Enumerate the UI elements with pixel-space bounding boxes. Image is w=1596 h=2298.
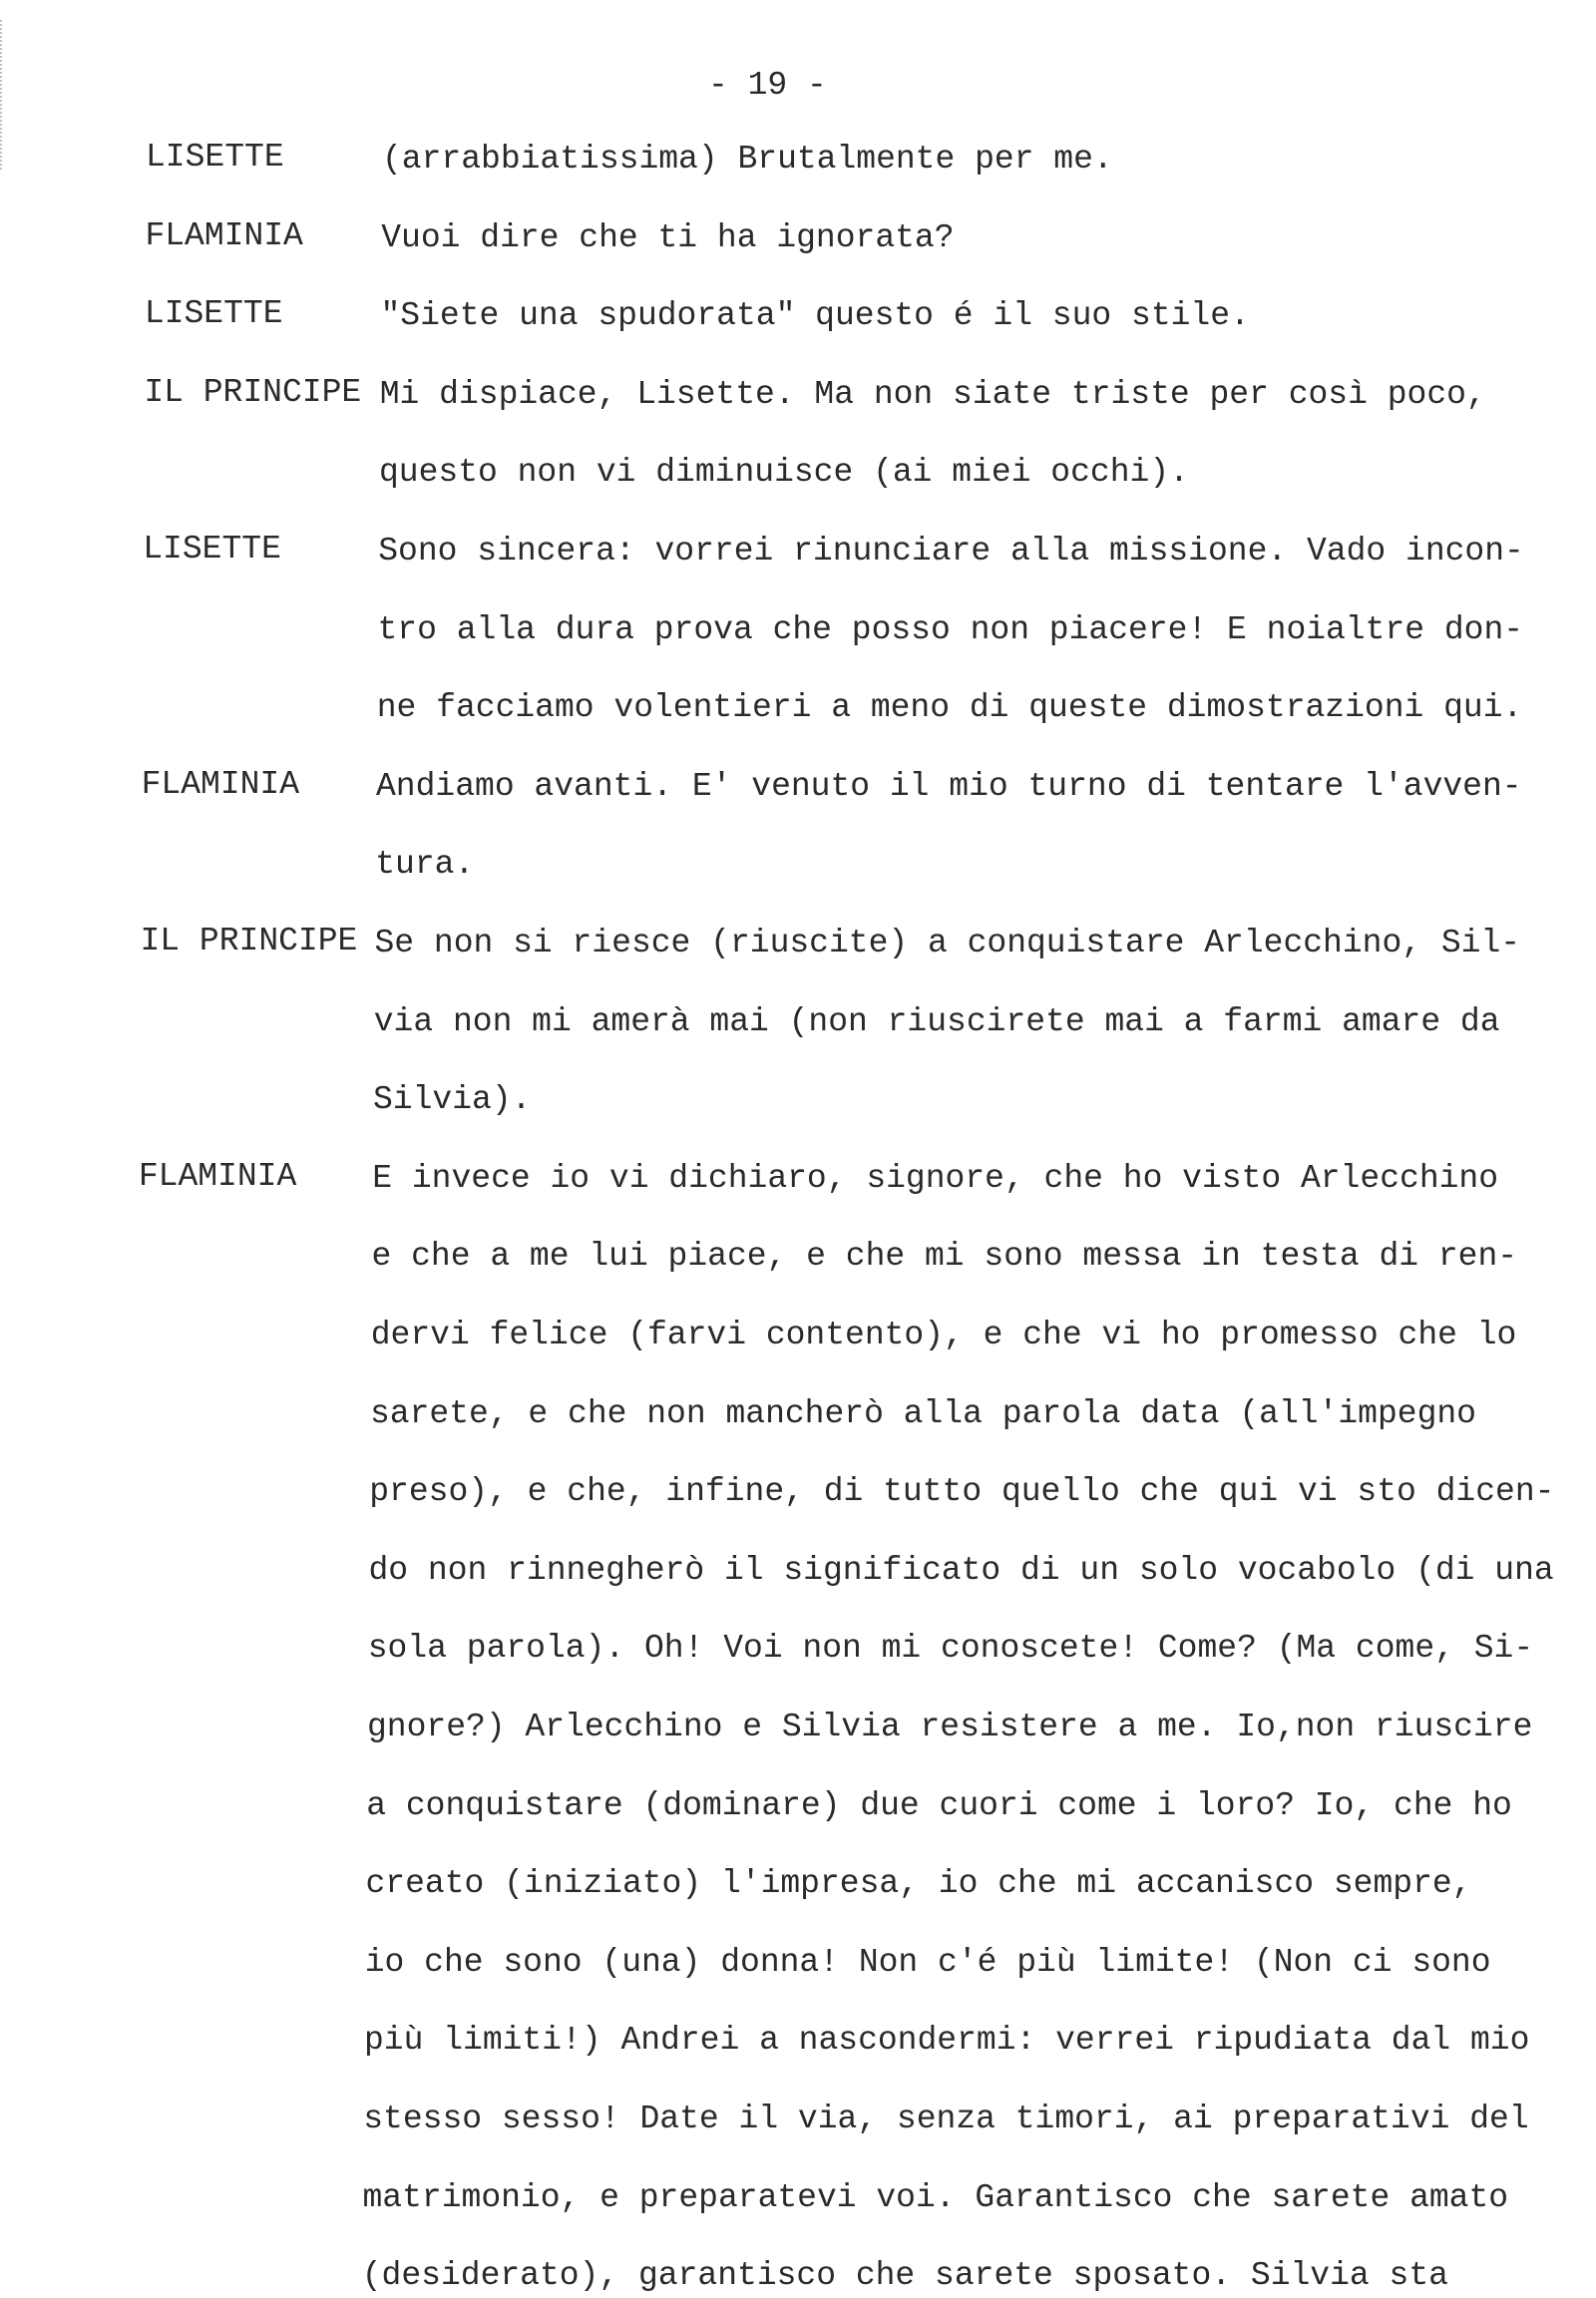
speaker-name: FLAMINIA bbox=[141, 765, 300, 803]
speaker-name: LISETTE bbox=[143, 531, 281, 568]
dialogue-line: tura. bbox=[375, 846, 475, 884]
dialogue-line: tro alla dura prova che posso non piacere! E noialtre don- bbox=[377, 610, 1524, 648]
speaker-name: FLAMINIA bbox=[145, 216, 303, 254]
dialogue-line: questo non vi diminuisce (ai miei occhi). bbox=[379, 454, 1189, 492]
dialogue-line: Silvia). bbox=[373, 1081, 532, 1119]
speaker-name: IL PRINCIPE bbox=[144, 373, 362, 411]
dialogue-line: più limiti!) Andrei a nascondermi: verrei ripudiata dal mio bbox=[364, 2022, 1530, 2060]
dialogue-line: do non rinnegherò il significato di un solo vocabolo (di una bbox=[368, 1551, 1554, 1589]
dialogue-line: Se non si riesce (riuscite) a conquistare Arlecchino, Sil- bbox=[374, 925, 1521, 961]
dialogue-line: via non mi amerà mai (non riuscirete mai a farmi amare da bbox=[373, 1002, 1500, 1040]
dialogue-line: sola parola). Oh! Voi non mi conoscete! Come? (Ma come, Si- bbox=[367, 1630, 1534, 1668]
dialogue-line: a conquistare (dominare) due cuori come i loro? Io, che ho bbox=[366, 1786, 1512, 1824]
speaker-name: IL PRINCIPE bbox=[140, 923, 358, 959]
dialogue-line: creato (iniziato) l'impresa, io che mi accanisco sempre, bbox=[365, 1865, 1472, 1903]
dialogue-line: (arrabbiatissima) Brutalmente per me. bbox=[382, 141, 1113, 178]
dialogue-line: sarete, e che non mancherò alla parola data (all'impegno bbox=[370, 1394, 1476, 1432]
speaker-name: FLAMINIA bbox=[138, 1157, 297, 1195]
dialogue-line: Andiamo avanti. E' venuto il mio turno di tentare l'avven- bbox=[376, 767, 1522, 805]
dialogue-line: Mi dispiace, Lisette. Ma non siate triste per così poco, bbox=[379, 375, 1486, 413]
dialogue-line: e che a me lui piace, e che mi sono messa in testa di ren- bbox=[371, 1238, 1518, 1276]
dialogue-line: dervi felice (farvi contento), e che vi ho promesso che lo bbox=[370, 1317, 1517, 1353]
speaker-name: LISETTE bbox=[144, 295, 283, 333]
dialogue-line: preso), e che, infine, di tutto quello che qui vi sto dicen- bbox=[369, 1473, 1555, 1511]
dialogue-line: "Siete una spudorata" questo é il suo stile. bbox=[380, 297, 1250, 335]
speaker-name: LISETTE bbox=[146, 139, 284, 176]
dialogue-line: stesso sesso! Date il via, senza timori, ai preparativi del bbox=[363, 2101, 1529, 2137]
dialogue-line: io che sono (una) donna! Non c'é più limite! (Non ci sono bbox=[364, 1943, 1491, 1981]
dialogue-line: Sono sincera: vorrei rinunciare alla missione. Vado incon- bbox=[378, 533, 1524, 570]
dialogue-line: (desiderato), garantisco che sarete sposato. Silvia sta bbox=[361, 2257, 1448, 2295]
dialogue-line: ne facciamo volentieri a meno di queste dimostrazioni qui. bbox=[376, 689, 1523, 727]
page-number: - 19 - bbox=[708, 67, 827, 104]
dialogue-line: matrimonio, e preparatevi voi. Garantisco che sarete amato bbox=[362, 2178, 1509, 2216]
dialogue-line: Vuoi dire che ti ha ignorata? bbox=[381, 218, 955, 256]
dialogue-line: E invece io vi dichiaro, signore, che ho visto Arlecchino bbox=[372, 1159, 1499, 1197]
scan-edge-mark bbox=[0, 20, 5, 170]
dialogue-line: gnore?) Arlecchino e Silvia resistere a me. Io,non riuscire bbox=[367, 1709, 1533, 1745]
